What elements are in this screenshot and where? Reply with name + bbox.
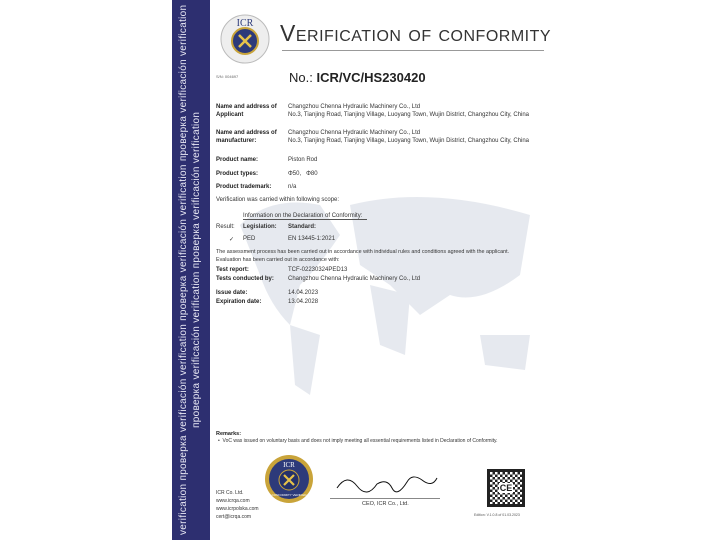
product-types-label: Product types: bbox=[216, 171, 259, 177]
svg-text:ICR: ICR bbox=[283, 461, 295, 469]
product-name-label: Product name: bbox=[216, 157, 259, 163]
remarks-label: Remarks: bbox=[216, 431, 242, 437]
manufacturer-label: Name and address of manufacturer: bbox=[216, 130, 277, 144]
test-report: TCF-02230324PED13 bbox=[288, 267, 348, 273]
signature-line bbox=[330, 498, 440, 499]
qr-code[interactable] bbox=[487, 469, 525, 507]
issue-date: 14.04.2023 bbox=[288, 290, 319, 296]
serial-number: S/N: 004697 bbox=[216, 74, 239, 79]
company-contacts bbox=[216, 489, 259, 521]
remarks-item: • VoC was issued on voluntary basis and does not imply meeting all essential requirements listed in Declaration of Conformity. bbox=[218, 438, 498, 444]
icr-logo bbox=[220, 14, 270, 64]
applicant-address: No.3, Tianjing Road, Tianjing Village, Luoyang Town, Wujin District, Changzhou City, China bbox=[288, 112, 530, 118]
certificate-title: Verification of conformity bbox=[280, 20, 552, 46]
standard-value: EN 13445-1:2021 bbox=[288, 236, 336, 242]
legislation-header: Legislation: bbox=[243, 224, 277, 230]
tests-by-label: Tests conducted by: bbox=[216, 276, 274, 282]
title-rule bbox=[282, 50, 544, 51]
website-link[interactable]: www.icrqa.com bbox=[216, 498, 250, 504]
product-name: Piston Rod bbox=[288, 157, 318, 163]
svg-text:ICR: ICR bbox=[236, 18, 254, 29]
tests-by: Changzhou Chenna Hydraulic Machinery Co., Ltd bbox=[288, 276, 421, 282]
side-stripe-text: verification проверка verificación verification проверка verificación verification проверка verificación verification проверка verificación verification проверка verificación verification bbox=[178, 4, 202, 536]
applicant-name: Changzhou Chenna Hydraulic Machinery Co., Ltd bbox=[288, 104, 421, 110]
conformity-seal bbox=[264, 452, 314, 506]
manufacturer-name: Changzhou Chenna Hydraulic Machinery Co., Ltd bbox=[288, 130, 421, 136]
expiration-date: 13.04.2028 bbox=[288, 299, 319, 305]
ce-mark: CE bbox=[499, 483, 513, 493]
edition-info: Edition: V.1.0.8 of 01.03.2023 bbox=[474, 513, 520, 517]
email-link[interactable]: cert@icrqa.com bbox=[216, 514, 252, 520]
expiration-date-label: Expiration date: bbox=[216, 299, 262, 305]
declaration-info-title: Information on the Declaration of Conformity: bbox=[243, 213, 367, 220]
legislation-value: PED bbox=[243, 236, 256, 242]
assessment-line-2: Evaluation has been carried out in accordance with: bbox=[216, 257, 340, 263]
assessment-line-1: The assessment process has been carried out in accordance with individual rules and conditions agreed with the applicant. bbox=[216, 249, 510, 255]
applicant-label: Name and address of Applicant bbox=[216, 104, 277, 118]
standard-header: Standard: bbox=[288, 224, 317, 230]
website-link-2[interactable]: www.icrpolska.com bbox=[216, 506, 259, 512]
result-label: Result: bbox=[216, 224, 235, 230]
check-icon: ✓ bbox=[229, 237, 235, 243]
manufacturer-address: No.3, Tianjing Road, Tianjing Village, Luoyang Town, Wujin District, Changzhou City, China bbox=[288, 138, 530, 144]
product-trademark: n/a bbox=[288, 184, 297, 190]
certificate-number: No.: ICR/VC/HS230420 bbox=[289, 70, 426, 85]
signature bbox=[332, 468, 442, 498]
company-name: ICR Co. Ltd. bbox=[216, 490, 244, 496]
issue-date-label: Issue date: bbox=[216, 290, 248, 296]
svg-text:CONFORMITY VERIFIED: CONFORMITY VERIFIED bbox=[271, 493, 307, 497]
signer-title: CEO, ICR Co., Ltd. bbox=[362, 501, 409, 507]
test-report-label: Test report: bbox=[216, 267, 249, 273]
product-types: Φ50, Φ80 bbox=[288, 171, 318, 177]
product-trademark-label: Product trademark: bbox=[216, 184, 272, 190]
scope-intro: Verification was carried within following scope: bbox=[216, 197, 340, 203]
side-stripe bbox=[172, 0, 210, 540]
